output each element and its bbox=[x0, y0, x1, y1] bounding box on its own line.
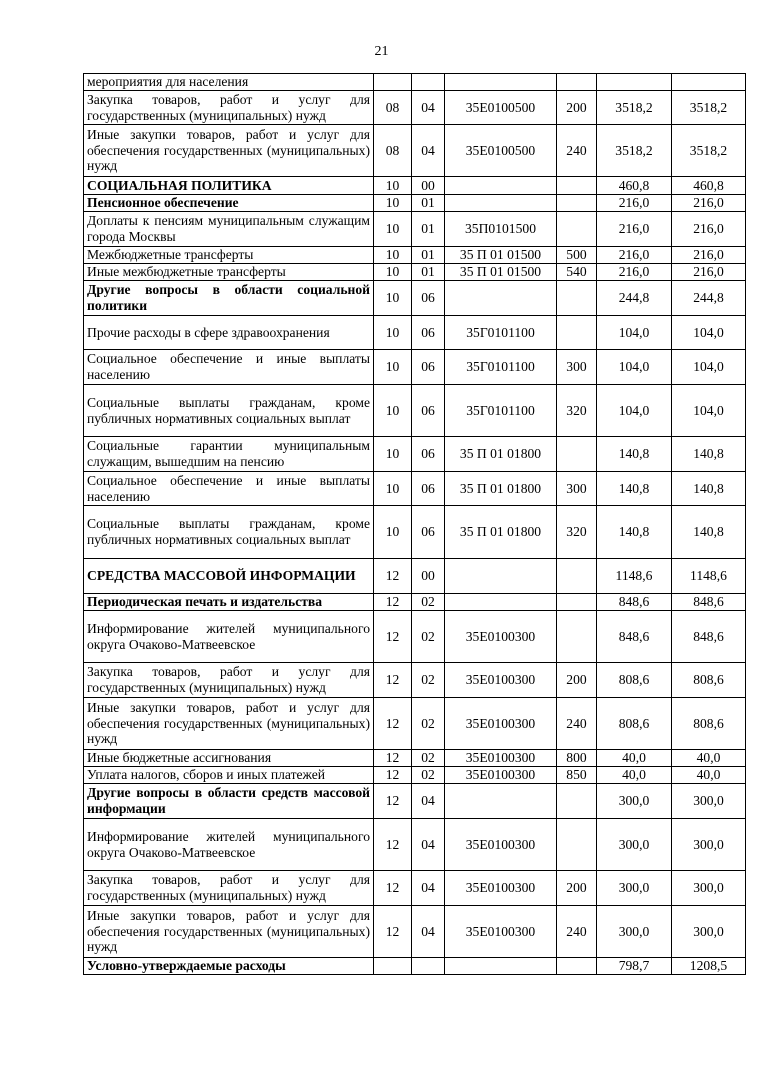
subsection-code-cell bbox=[412, 958, 445, 975]
subsection-code-cell: 06 bbox=[412, 316, 445, 350]
amount-year1-cell: 808,6 bbox=[597, 663, 672, 698]
subsection-code-cell: 04 bbox=[412, 125, 445, 177]
row-name-cell: Социальные выплаты гражданам, кроме публичных нормативных социальных выплат bbox=[84, 385, 374, 437]
section-code-cell: 12 bbox=[374, 559, 412, 594]
section-code-cell: 10 bbox=[374, 264, 412, 281]
subsection-code-cell: 01 bbox=[412, 195, 445, 212]
target-article-cell: 35Е0100300 bbox=[445, 663, 557, 698]
subsection-code-cell: 00 bbox=[412, 177, 445, 195]
section-code-cell: 10 bbox=[374, 350, 412, 385]
amount-year2-cell: 104,0 bbox=[672, 385, 746, 437]
expense-type-cell: 500 bbox=[557, 247, 597, 264]
target-article-cell: 35Г0101100 bbox=[445, 316, 557, 350]
section-code-cell: 10 bbox=[374, 177, 412, 195]
subsection-code-cell: 04 bbox=[412, 906, 445, 958]
amount-year1-cell: 300,0 bbox=[597, 906, 672, 958]
amount-year2-cell: 216,0 bbox=[672, 212, 746, 247]
table-row bbox=[84, 611, 746, 663]
row-name-cell: Иные закупки товаров, работ и услуг для обеспечения государственных (муниципальных) нужд bbox=[84, 906, 374, 958]
subsection-code-cell: 02 bbox=[412, 767, 445, 784]
amount-year1-cell: 3518,2 bbox=[597, 125, 672, 177]
amount-year1-cell: 300,0 bbox=[597, 871, 672, 906]
expense-type-cell bbox=[557, 281, 597, 316]
amount-year2-cell: 848,6 bbox=[672, 611, 746, 663]
section-code-cell: 10 bbox=[374, 281, 412, 316]
row-name-cell: Межбюджетные трансферты bbox=[84, 247, 374, 264]
expense-type-cell: 200 bbox=[557, 91, 597, 125]
expense-type-cell bbox=[557, 212, 597, 247]
subsection-code-cell: 06 bbox=[412, 472, 445, 506]
amount-year1-cell: 300,0 bbox=[597, 784, 672, 819]
table-row bbox=[84, 91, 746, 125]
expense-type-cell: 240 bbox=[557, 125, 597, 177]
table-row bbox=[84, 212, 746, 247]
amount-year1-cell: 104,0 bbox=[597, 316, 672, 350]
amount-year2-cell: 300,0 bbox=[672, 906, 746, 958]
amount-year1-cell: 1148,6 bbox=[597, 559, 672, 594]
section-code-cell: 12 bbox=[374, 594, 412, 611]
target-article-cell bbox=[445, 559, 557, 594]
amount-year2-cell: 1148,6 bbox=[672, 559, 746, 594]
row-name-cell: Закупка товаров, работ и услуг для государственных (муниципальных) нужд bbox=[84, 663, 374, 698]
amount-year2-cell: 216,0 bbox=[672, 264, 746, 281]
amount-year1-cell: 808,6 bbox=[597, 698, 672, 750]
amount-year1-cell: 40,0 bbox=[597, 750, 672, 767]
amount-year2-cell: 3518,2 bbox=[672, 91, 746, 125]
expense-type-cell: 800 bbox=[557, 750, 597, 767]
expense-type-cell: 200 bbox=[557, 871, 597, 906]
table-row bbox=[84, 594, 746, 611]
target-article-cell: 35Е0100300 bbox=[445, 698, 557, 750]
row-name-cell: Прочие расходы в сфере здравоохранения bbox=[84, 316, 374, 350]
row-name-cell: Пенсионное обеспечение bbox=[84, 195, 374, 212]
target-article-cell bbox=[445, 177, 557, 195]
target-article-cell: 35 П 01 01800 bbox=[445, 437, 557, 472]
section-code-cell: 10 bbox=[374, 437, 412, 472]
subsection-code-cell: 04 bbox=[412, 819, 445, 871]
target-article-cell: 35Е0100300 bbox=[445, 767, 557, 784]
amount-year2-cell bbox=[672, 74, 746, 91]
amount-year2-cell: 808,6 bbox=[672, 698, 746, 750]
table-row bbox=[84, 559, 746, 594]
row-name-cell: Закупка товаров, работ и услуг для государственных (муниципальных) нужд bbox=[84, 91, 374, 125]
target-article-cell: 35 П 01 01800 bbox=[445, 472, 557, 506]
section-code-cell: 10 bbox=[374, 316, 412, 350]
table-row bbox=[84, 247, 746, 264]
section-code-cell: 12 bbox=[374, 784, 412, 819]
amount-year2-cell: 216,0 bbox=[672, 195, 746, 212]
target-article-cell: 35Е0100300 bbox=[445, 871, 557, 906]
table-row bbox=[84, 350, 746, 385]
section-code-cell: 10 bbox=[374, 506, 412, 559]
row-name-cell: Иные межбюджетные трансферты bbox=[84, 264, 374, 281]
row-name-cell: СОЦИАЛЬНАЯ ПОЛИТИКА bbox=[84, 177, 374, 195]
row-name-cell: Другие вопросы в области социальной политики bbox=[84, 281, 374, 316]
section-code-cell: 12 bbox=[374, 767, 412, 784]
row-name-cell: Социальное обеспечение и иные выплаты населению bbox=[84, 472, 374, 506]
expense-type-cell: 240 bbox=[557, 698, 597, 750]
expense-type-cell: 300 bbox=[557, 350, 597, 385]
expense-type-cell bbox=[557, 316, 597, 350]
row-name-cell: Иные закупки товаров, работ и услуг для обеспечения государственных (муниципальных) нужд bbox=[84, 698, 374, 750]
expense-type-cell: 240 bbox=[557, 906, 597, 958]
amount-year2-cell: 1208,5 bbox=[672, 958, 746, 975]
amount-year1-cell: 216,0 bbox=[597, 247, 672, 264]
amount-year2-cell: 3518,2 bbox=[672, 125, 746, 177]
row-name-cell: Социальные выплаты гражданам, кроме публичных нормативных социальных выплат bbox=[84, 506, 374, 559]
subsection-code-cell: 06 bbox=[412, 437, 445, 472]
amount-year2-cell: 808,6 bbox=[672, 663, 746, 698]
row-name-cell: Другие вопросы в области средств массовой информации bbox=[84, 784, 374, 819]
amount-year1-cell: 3518,2 bbox=[597, 91, 672, 125]
section-code-cell: 08 bbox=[374, 91, 412, 125]
amount-year2-cell: 40,0 bbox=[672, 750, 746, 767]
table-row bbox=[84, 871, 746, 906]
target-article-cell: 35 П 01 01500 bbox=[445, 264, 557, 281]
row-name-cell: Социальное обеспечение и иные выплаты населению bbox=[84, 350, 374, 385]
expense-type-cell bbox=[557, 437, 597, 472]
table-row bbox=[84, 316, 746, 350]
table-row bbox=[84, 784, 746, 819]
amount-year2-cell: 300,0 bbox=[672, 871, 746, 906]
target-article-cell: 35Е0100300 bbox=[445, 819, 557, 871]
target-article-cell: 35Г0101100 bbox=[445, 350, 557, 385]
expense-type-cell bbox=[557, 611, 597, 663]
subsection-code-cell: 02 bbox=[412, 611, 445, 663]
subsection-code-cell: 02 bbox=[412, 750, 445, 767]
section-code-cell: 10 bbox=[374, 472, 412, 506]
row-name-cell: СРЕДСТВА МАССОВОЙ ИНФОРМАЦИИ bbox=[84, 559, 374, 594]
subsection-code-cell: 01 bbox=[412, 247, 445, 264]
expense-type-cell: 540 bbox=[557, 264, 597, 281]
table-row bbox=[84, 506, 746, 559]
amount-year1-cell: 848,6 bbox=[597, 611, 672, 663]
table-row bbox=[84, 906, 746, 958]
amount-year1-cell: 40,0 bbox=[597, 767, 672, 784]
expense-type-cell bbox=[557, 559, 597, 594]
amount-year1-cell: 300,0 bbox=[597, 819, 672, 871]
amount-year2-cell: 848,6 bbox=[672, 594, 746, 611]
expense-type-cell bbox=[557, 958, 597, 975]
table-row bbox=[84, 195, 746, 212]
amount-year1-cell bbox=[597, 74, 672, 91]
target-article-cell: 35 П 01 01800 bbox=[445, 506, 557, 559]
amount-year1-cell: 104,0 bbox=[597, 385, 672, 437]
row-name-cell: Периодическая печать и издательства bbox=[84, 594, 374, 611]
target-article-cell: 35П0101500 bbox=[445, 212, 557, 247]
target-article-cell bbox=[445, 74, 557, 91]
row-name-cell: Социальные гарантии муниципальным служащим, вышедшим на пенсию bbox=[84, 437, 374, 472]
subsection-code-cell: 01 bbox=[412, 264, 445, 281]
amount-year2-cell: 104,0 bbox=[672, 316, 746, 350]
subsection-code-cell: 04 bbox=[412, 91, 445, 125]
subsection-code-cell bbox=[412, 74, 445, 91]
page-number: 21 bbox=[374, 44, 389, 59]
amount-year1-cell: 216,0 bbox=[597, 264, 672, 281]
expense-type-cell: 850 bbox=[557, 767, 597, 784]
amount-year2-cell: 40,0 bbox=[672, 767, 746, 784]
expense-type-cell bbox=[557, 819, 597, 871]
subsection-code-cell: 06 bbox=[412, 281, 445, 316]
section-code-cell: 08 bbox=[374, 125, 412, 177]
target-article-cell: 35Е0100500 bbox=[445, 91, 557, 125]
subsection-code-cell: 02 bbox=[412, 698, 445, 750]
amount-year2-cell: 140,8 bbox=[672, 437, 746, 472]
section-code-cell: 12 bbox=[374, 750, 412, 767]
amount-year1-cell: 104,0 bbox=[597, 350, 672, 385]
budget-table bbox=[83, 73, 746, 975]
section-code-cell: 10 bbox=[374, 247, 412, 264]
table-row bbox=[84, 437, 746, 472]
row-name-cell: Доплаты к пенсиям муниципальным служащим города Москвы bbox=[84, 212, 374, 247]
target-article-cell bbox=[445, 594, 557, 611]
table-row bbox=[84, 750, 746, 767]
section-code-cell bbox=[374, 958, 412, 975]
amount-year2-cell: 460,8 bbox=[672, 177, 746, 195]
section-code-cell bbox=[374, 74, 412, 91]
section-code-cell: 12 bbox=[374, 698, 412, 750]
expense-type-cell: 320 bbox=[557, 385, 597, 437]
table-row bbox=[84, 264, 746, 281]
target-article-cell: 35 П 01 01500 bbox=[445, 247, 557, 264]
section-code-cell: 10 bbox=[374, 212, 412, 247]
expense-type-cell: 320 bbox=[557, 506, 597, 559]
table-row bbox=[84, 663, 746, 698]
section-code-cell: 12 bbox=[374, 611, 412, 663]
target-article-cell bbox=[445, 195, 557, 212]
amount-year2-cell: 216,0 bbox=[672, 247, 746, 264]
amount-year1-cell: 848,6 bbox=[597, 594, 672, 611]
table-row bbox=[84, 125, 746, 177]
table-row bbox=[84, 698, 746, 750]
table-row bbox=[84, 958, 746, 975]
amount-year1-cell: 140,8 bbox=[597, 472, 672, 506]
target-article-cell: 35Г0101100 bbox=[445, 385, 557, 437]
row-name-cell: мероприятия для населения bbox=[84, 74, 374, 91]
section-code-cell: 12 bbox=[374, 819, 412, 871]
subsection-code-cell: 02 bbox=[412, 594, 445, 611]
table-row bbox=[84, 74, 746, 91]
amount-year1-cell: 140,8 bbox=[597, 506, 672, 559]
amount-year2-cell: 140,8 bbox=[672, 506, 746, 559]
table-row bbox=[84, 767, 746, 784]
row-name-cell: Уплата налогов, сборов и иных платежей bbox=[84, 767, 374, 784]
section-code-cell: 12 bbox=[374, 871, 412, 906]
section-code-cell: 10 bbox=[374, 385, 412, 437]
section-code-cell: 12 bbox=[374, 663, 412, 698]
row-name-cell: Иные бюджетные ассигнования bbox=[84, 750, 374, 767]
expense-type-cell bbox=[557, 74, 597, 91]
row-name-cell: Иные закупки товаров, работ и услуг для обеспечения государственных (муниципальных) нужд bbox=[84, 125, 374, 177]
target-article-cell: 35Е0100500 bbox=[445, 125, 557, 177]
expense-type-cell bbox=[557, 784, 597, 819]
subsection-code-cell: 06 bbox=[412, 350, 445, 385]
amount-year2-cell: 300,0 bbox=[672, 784, 746, 819]
amount-year1-cell: 216,0 bbox=[597, 212, 672, 247]
row-name-cell: Информирование жителей муниципального округа Очаково-Матвеевское bbox=[84, 611, 374, 663]
row-name-cell: Условно-утверждаемые расходы bbox=[84, 958, 374, 975]
expense-type-cell: 200 bbox=[557, 663, 597, 698]
subsection-code-cell: 06 bbox=[412, 506, 445, 559]
table-row bbox=[84, 177, 746, 195]
section-code-cell: 10 bbox=[374, 195, 412, 212]
amount-year1-cell: 460,8 bbox=[597, 177, 672, 195]
target-article-cell: 35Е0100300 bbox=[445, 906, 557, 958]
subsection-code-cell: 00 bbox=[412, 559, 445, 594]
amount-year2-cell: 104,0 bbox=[672, 350, 746, 385]
table-row bbox=[84, 281, 746, 316]
amount-year1-cell: 798,7 bbox=[597, 958, 672, 975]
target-article-cell bbox=[445, 784, 557, 819]
row-name-cell: Закупка товаров, работ и услуг для государственных (муниципальных) нужд bbox=[84, 871, 374, 906]
target-article-cell: 35Е0100300 bbox=[445, 750, 557, 767]
subsection-code-cell: 02 bbox=[412, 663, 445, 698]
expense-type-cell: 300 bbox=[557, 472, 597, 506]
expense-type-cell bbox=[557, 177, 597, 195]
amount-year1-cell: 216,0 bbox=[597, 195, 672, 212]
row-name-cell: Информирование жителей муниципального округа Очаково-Матвеевское bbox=[84, 819, 374, 871]
budget-table-body bbox=[84, 74, 746, 975]
target-article-cell bbox=[445, 281, 557, 316]
section-code-cell: 12 bbox=[374, 906, 412, 958]
amount-year2-cell: 300,0 bbox=[672, 819, 746, 871]
subsection-code-cell: 01 bbox=[412, 212, 445, 247]
target-article-cell bbox=[445, 958, 557, 975]
expense-type-cell bbox=[557, 594, 597, 611]
target-article-cell: 35Е0100300 bbox=[445, 611, 557, 663]
amount-year2-cell: 140,8 bbox=[672, 472, 746, 506]
table-row bbox=[84, 819, 746, 871]
table-row bbox=[84, 472, 746, 506]
subsection-code-cell: 04 bbox=[412, 871, 445, 906]
amount-year1-cell: 140,8 bbox=[597, 437, 672, 472]
amount-year1-cell: 244,8 bbox=[597, 281, 672, 316]
table-row bbox=[84, 385, 746, 437]
subsection-code-cell: 04 bbox=[412, 784, 445, 819]
subsection-code-cell: 06 bbox=[412, 385, 445, 437]
expense-type-cell bbox=[557, 195, 597, 212]
amount-year2-cell: 244,8 bbox=[672, 281, 746, 316]
